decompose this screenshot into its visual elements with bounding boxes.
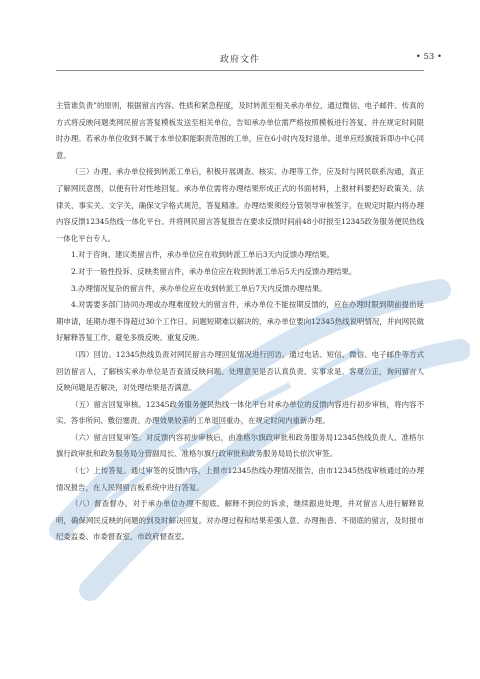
paragraph: （六）留言回复审签。对反馈内容初步审核后，由准格尔旗政审批和政务服务局12345热线负责人、准格尔旗行政审批和政务服务局分管副局长、准格尔旗行政审批和政务服务局局长依次审签。 [56,432,424,459]
body-text [56,98,424,546]
paragraph: （八）督查督办。对于承办单位办理不彻底、解释不到位的诉求，继续跟进处理，并对留言人进行解释说明，确保网民反映的问题的到及时解决回复。对办理过程和结果差强人意、办理拖沓、不彻底的留言，及时报市纪委监委、市委督查室、市政府督查室。 [56,499,424,542]
page-number: • 53 • [415,52,442,62]
paragraph: 2.对于一般性投诉、反映类留言件，承办单位应在收到转派工单后5天内反馈办理结果。 [71,266,357,276]
header-divider [56,70,424,71]
paragraph: 主管谁负责”的原则，根据留言内容、性质和紧急程度，及时转派至相关承办单位，通过微信、电子邮件、传真的方式将反映问题类网民留言答复模板发送至相关单位，告知承办单位需严格按照模板进行答复、并在规定时间限时办理。若承办单位收到不属于本单位职能职责范围的工单，应在6小时内及时退单。退单应经旗接诉即办中心同意。 [56,101,424,160]
paragraph: （四）回访。12345热线负责对网民留言办理回复情况进行回访。通过电话、短信、微信、电子邮件等方式回访留言人，了解核实承办单位是否查清反映问题、处理意见是否认真负责、实事求是、客观公正，询问留言人反映问题是否解决，对处理结果是否满意。 [56,349,424,393]
paragraph: 4.对需要多部门协同办理或办理难度较大的留言件，承办单位不能按期反馈的，应在办理时限到期前提出延期申请，延期办理不得超过30个工作日。问题短期难以解决的，承办单位要向12345热线说明情况，并向网民做好解释答复工作，避免多级反映、重复反映。 [56,300,424,343]
paragraph: （七）上传答复。通过审签的反馈内容，上报市12345热线办理情况报告，由市12345热线审核通过的办理情况报告，在人民网留言板系统中进行答复。 [56,466,424,492]
paragraph: （三）办理。承办单位接到转派工单后，积极开展调查、核实、办理等工作，应及时与网民联系沟通，真正了解网民意图，以便有针对性地回复。承办单位需将办理结果形成正式的书面材料，上报材料要把好政策关、法律关、事实关、文字关，确保文字格式规范，答复精准。办理结果须经分管领导审核签字，在规定时限内将办理内容反馈12345热线一体化平台。并将网民留言答复报告在要求反馈时间前48小时报至12345政务服务便民热线一体化平台专人。 [56,167,424,243]
paragraph: 1.对于咨询、建议类留言件，承办单位应在收到转派工单后3天内反馈办理结果。 [71,250,335,260]
paragraph: 3.办理情况复杂的留言件，承办单位应在收到转派工单后7天内反馈办理结果。 [71,283,327,293]
paragraph: （五）留言回复审核。12345政务服务便民热线一体化平台对承办单位的反馈内容进行初步审核，将内容不实、答非所问、敷衍塞责、办理效果较差的工单退回重办，在规定时间内重新办理。 [56,399,424,426]
running-header-title: 政府文件 [219,55,260,65]
